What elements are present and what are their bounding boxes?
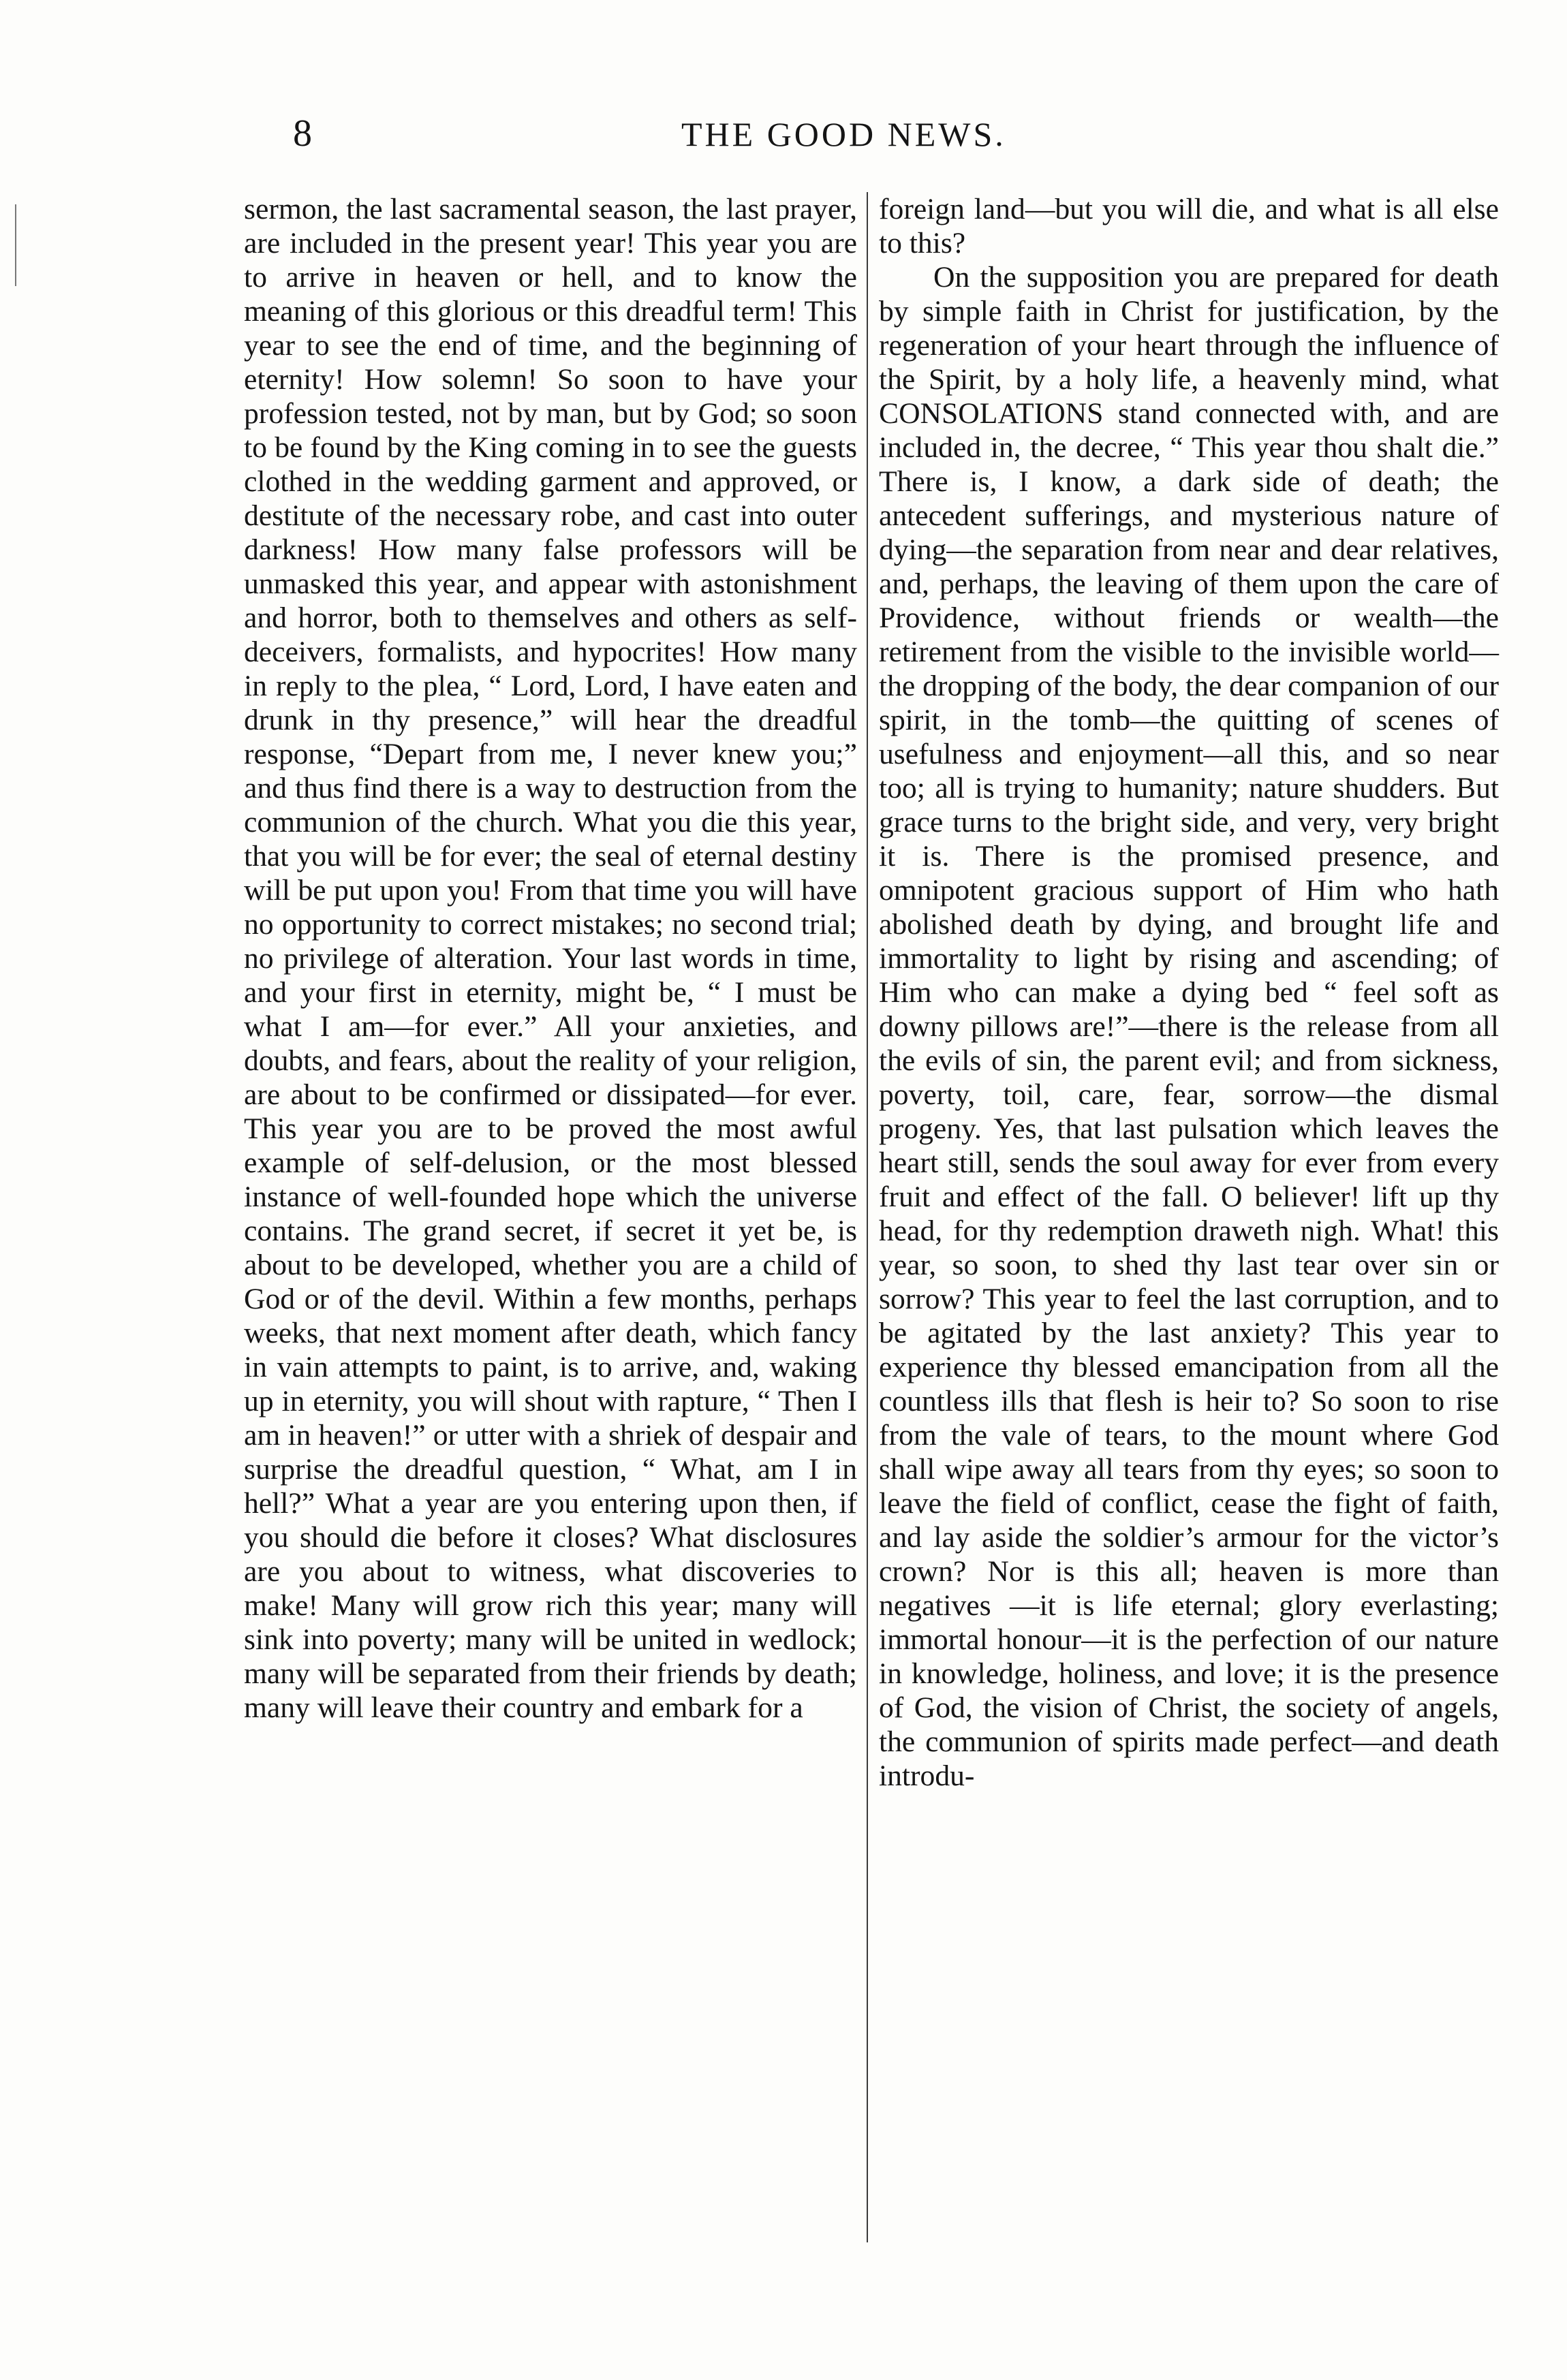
column-divider	[867, 192, 868, 2242]
left-column	[244, 192, 857, 1725]
running-title: THE GOOD NEWS.	[681, 115, 1006, 153]
left-paragraph-1: sermon, the last sacramental season, the last prayer, are included in the present year! This year you are to arrive in heaven or hell, and to know the meaning of this glorious or this dreadful term! This year to see the end of time, and the beginning of eternity! How solemn! So soon to have your profession tested, not by man, but by God; so soon to be found by the King coming in to see the guests clothed in the wedding garment and approved, or destitute of the necessary robe, and cast into outer darkness! How many false professors will be unmasked this year, and appear with astonishment and horror, both to themselves and others as self-deceivers, formalists, and hypocrites! How many in reply to the plea, “ Lord, Lord, I have eaten and drunk in thy presence,” will hear the dreadful response, “Depart from me, I never knew you;” and thus find there is a way to destruction from the communion of the church. What you die this year, that you will be for ever; the seal of eternal destiny will be put upon you! From that time you will have no opportunity to correct mistakes; no second trial; no privilege of alteration. Your last words in time, and your first in eternity, might be, “ I must be what I am—for ever.” All your anxieties, and doubts, and fears, about the reality of your religion, are about to be confirmed or dissipated—for ever. This year you are to be proved the most awful example of self-delusion, or the most blessed instance of well-founded hope which the universe contains. The grand secret, if secret it yet be, is about to be developed, whether you are a child of God or of the devil. Within a few months, perhaps weeks, that next moment after death, which fancy in vain attempts to paint, is to arrive, and, waking up in eternity, you will shout with rapture, “ Then I am in heaven!” or utter with a shriek of despair and surprise the dreadful question, “ What, am I in hell?” What a year are you entering upon then, if you should die before it closes? What disclosures are you about to witness, what discoveries to make! Many will grow rich this year; many will sink into poverty; many will be united in wedlock; many will be separated from their friends by death; many will leave their country and embark for a	[244, 193, 857, 1724]
right-paragraph-2: On the supposition you are prepared for death by simple faith in Christ for justification, by the regeneration of your heart through the influence of the Spirit, by a holy life, a heavenly mind, what CONSOLATIONS stand connected with, and are included in, the decree, “ This year thou shalt die.” There is, I know, a dark side of death; the antecedent sufferings, and mysterious nature of dying—the separation from near and dear relatives, and, perhaps, the leaving of them upon the care of Providence, without friends or wealth—the retirement from the visible to the invisible world—the dropping of the body, the dear companion of our spirit, in the tomb—the quitting of scenes of usefulness and enjoyment—all this, and so near too; all is trying to humanity; nature shudders. But grace turns to the bright side, and very, very bright it is. There is the promised presence, and omnipotent gracious support of Him who hath abolished death by dying, and brought life and immortality to light by rising and ascending; of Him who can make a dying bed “ feel soft as downy pillows are!”—there is the release from all the evils of sin, the parent evil; and from sickness, poverty, toil, care, fear, sorrow—the dismal progeny. Yes, that last pulsation which leaves the heart still, sends the soul away for ever from every fruit and effect of the fall. O believer! lift up thy head, for thy redemption draweth nigh. What! this year, so soon, to shed thy last tear over sin or sorrow? This year to feel the last corruption, and to be agitated by the last anxiety? This year to experience thy blessed emancipation from all the countless ills that flesh is heir to? So soon to rise from the vale of tears, to the mount where God shall wipe away all tears from thy eyes; so soon to leave the field of conflict, cease the fight of faith, and lay aside the soldier’s armour for the victor’s crown? Nor is this all; heaven is more than negatives —it is life eternal; glory everlasting; immortal honour—it is the perfection of our nature in knowledge, holiness, and love; it is the presence of God, the vision of Christ, the society of angels, the communion of spirits made perfect—and death introdu-	[879, 261, 1499, 1792]
right-column	[879, 192, 1499, 1793]
right-paragraph-1: foreign land—but you will die, and what is all else to this?	[879, 193, 1499, 260]
page-edge-mark	[15, 204, 16, 286]
page-number: 8	[293, 112, 312, 155]
